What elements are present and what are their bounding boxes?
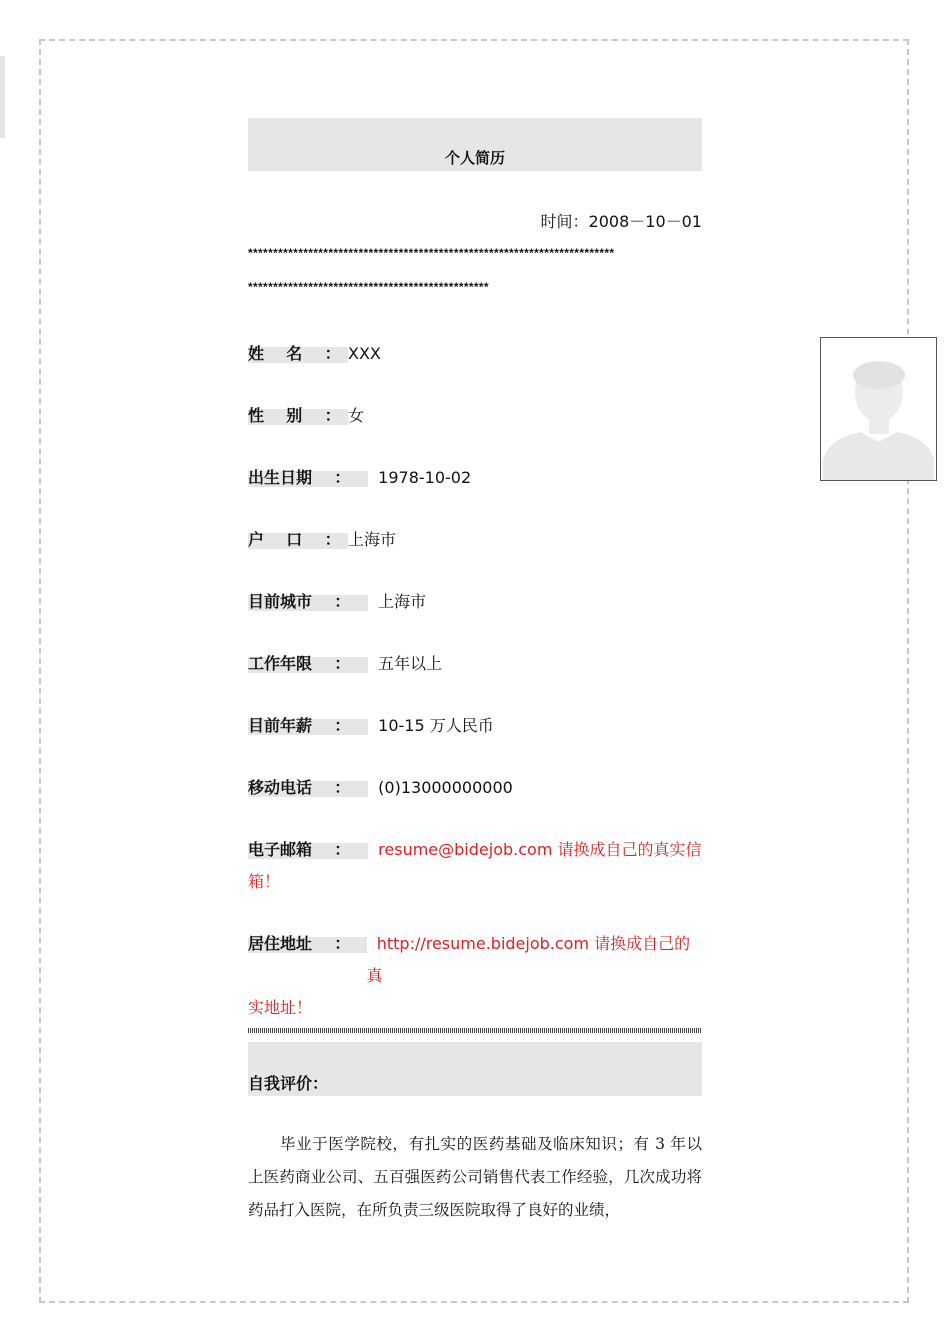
field-birthdate: [248, 462, 702, 494]
person-silhouette-icon: [821, 338, 936, 480]
field-label: 目前年薪 ：: [248, 710, 368, 742]
field-value: 上海市: [368, 592, 427, 611]
field-name: [248, 338, 702, 370]
email-link[interactable]: resume@bidejob.com 请换成自己的真实信: [368, 840, 702, 859]
field-address: [248, 928, 702, 1017]
field-value: 上海市: [348, 530, 397, 549]
field-value: XXX: [348, 344, 381, 363]
address-link[interactable]: http://resume.bidejob.com 请换成自己的真: [366, 934, 691, 985]
field-value-continued: 箱！: [248, 872, 281, 891]
field-current-city: [248, 586, 702, 618]
field-value: (0)13000000000: [368, 778, 513, 797]
page-edge-tab: [0, 56, 5, 138]
field-label: 电子邮箱 ：: [248, 834, 368, 866]
field-mobile: [248, 772, 702, 804]
field-value: 1978-10-02: [368, 468, 472, 487]
field-label: 工作年限 ：: [248, 648, 368, 680]
resume-content: [248, 118, 702, 1227]
field-value-continued: 实地址！: [248, 998, 313, 1017]
resume-title: 个人简历: [248, 118, 702, 171]
field-salary: [248, 710, 702, 742]
field-gender: [248, 400, 702, 432]
separator-stars: ************************************************: [248, 280, 489, 294]
personal-info: [248, 338, 702, 1017]
field-label: 姓 名 ：: [248, 338, 348, 370]
field-label: 移动电话 ：: [248, 772, 368, 804]
photo-placeholder: [820, 337, 937, 481]
field-hukou: [248, 524, 702, 556]
field-value: 10-15 万人民币: [368, 716, 494, 735]
field-label: 目前城市 ：: [248, 586, 368, 618]
field-label: 居住地址 ：: [248, 928, 367, 992]
date-line: 时间：2008－10－01: [540, 212, 702, 231]
field-work-years: [248, 648, 702, 680]
self-eval-paragraph: 毕业于医学院校，有扎实的医药基础及临床知识；有 3 年以上医药商业公司、五百强医药公司销售代表工作经验，几次成功将药品打入医院，在所负责三级医院取得了良好的业绩，: [248, 1135, 702, 1219]
field-value: 五年以上: [368, 654, 443, 673]
field-label: 性 别 ：: [248, 400, 348, 432]
separator-stars: *************************************************************************: [248, 246, 615, 260]
field-email: [248, 834, 702, 898]
field-value: 女: [348, 406, 365, 425]
section-divider: [248, 1028, 702, 1033]
field-label: 户 口 ：: [248, 524, 348, 556]
field-label: 出生日期 ：: [248, 462, 368, 494]
self-eval-heading: 自我评价：: [248, 1042, 702, 1096]
